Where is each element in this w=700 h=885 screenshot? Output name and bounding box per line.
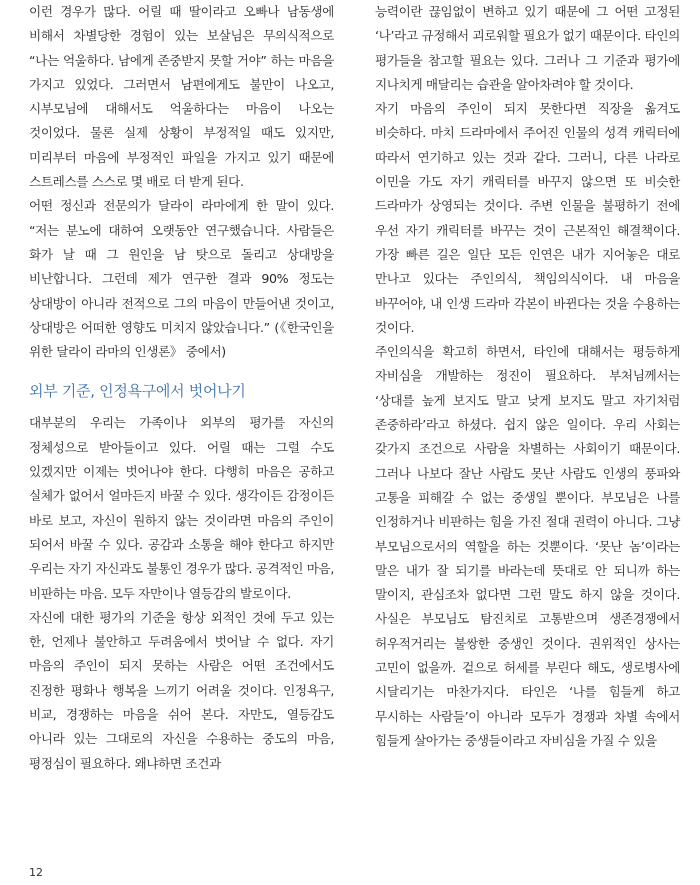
body-paragraph: 능력이란 끊임없이 변하고 있기 때문에 그 어떤 고정된 ‘나’라고 규정해서 괴로워할 필요가 없기 때문이다. 타인의 평가들을 참고할 필요는 있다. 그러나 그 기준과 평가에 지나치게 매달리는 습관을 알아차려야 할 것이다. [375,4,680,92]
body-paragraph: 어떤 정신과 전문의가 달라이 라마에게 한 말이 있다. “저는 분노에 대하여 오랫동안 연구했습니다. 사람들은 화가 날 때 그 원인을 남 탓으로 돌리고 상대방을 비난합니다. 그런데 제가 연구한 결과 90% 정도는 상대방이 아니라 전적으로 그의 마음이 만들어낸 것이고, 상대방은 어떠한 영향도 미치지 않았습니다.” (《한국인을 위한 달라이 라마의 인생론》 중에서) [29,198,334,360]
left-column [29,0,334,776]
body-paragraph: 자신에 대한 평가의 기준을 항상 외적인 것에 두고 있는 한, 언제나 불안하고 두려움에서 벗어날 수 없다. 자기 마음의 주인이 되지 못하는 사람은 어떤 조건에서도 진정한 평화나 행복을 느끼기 어려울 것이다. 인정욕구, 비교, 경쟁하는 마음을 쉬어 본다. 자만도, 열등감도 아니라 있는 그대로의 자신을 수용하는 중도의 마음, 평정심이 필요하다. 왜냐하면 조건과 [29,609,334,771]
section-heading: 외부 기준, 인정욕구에서 벗어나기 [29,382,246,401]
page-number: 12 [29,866,43,879]
body-paragraph: 주인의식을 확고히 하면서, 타인에 대해서는 평등하게 자비심을 개발하는 정진이 필요하다. 부처님께서는 ‘상대를 높게 보지도 말고 낮게 보지도 말고 자기처럼 존중하라’라고 하셨다. 쉽지 않은 일이다. 우리 사회는 갖가지 조건으로 사람을 차별하는 사회이기 때문이다. 그러나 나보다 잘난 사람도 못난 사람도 인생의 풍파와 고통을 피해갈 수 없는 중생일 뿐이다. 부모님은 나를 인정하거나 비판하는 힘을 가진 절대 권력이 아니다. 그냥 부모님으로서의 역할을 하는 것뿐이다. ‘못난 놈’이라는 말은 내가 잘 되기를 바라는데 뜻대로 안 되니까 하는 말이지, 관심조차 없다면 그런 말도 하지 않을 것이다. 사실은 부모님도 탐진치로 고통받으며 생존경쟁에서 허우적거리는 불쌍한 중생인 것이다. 권위적인 상사는 고민이 없을까. 겉으로 허세를 부린다 해도, 생로병사에 시달리기는 마찬가지다. 타인은 ‘나를 힘들게 하고 무시하는 사람들’이 아니라 모두가 경쟁과 차별 속에서 힘들게 살아가는 중생들이라고 자비심을 가질 수 있을 [375,344,680,748]
body-paragraph: 대부분의 우리는 가족이나 외부의 평가를 자신의 정체성으로 받아들이고 있다. 어릴 때는 그럴 수도 있겠지만 이제는 벗어나야 한다. 다행히 마음은 공하고 실체가 없어서 얼마든지 바꿀 수 있다. 생각이든 감정이든 바로 보고, 자신이 원하지 않는 것이라면 마음의 주인이 되어서 바꿀 수 있다. 공감과 소통을 해야 한다고 하지만 우리는 자기 자신과도 불통인 경우가 많다. 공격적인 마음, 비판하는 마음. 모두 자만이나 열등감의 발로이다. [29,415,334,601]
right-column [375,0,680,753]
body-paragraph: 이런 경우가 많다. 어릴 때 딸이라고 오빠나 남동생에 비해서 차별당한 경험이 있는 보살님은 무의식적으로 “나는 억울하다. 남에게 존중받지 못할 거야” 하는 마음을 가지고 있었다. 그러면서 남편에게도 불만이 나오고, 시부모님에 대해서도 억울하다는 마음이 나오는 것이었다. 물론 실제 상황이 부정적일 때도 있지만, 미리부터 마음에 부정적인 파일을 가지고 있기 때문에 스트레스를 스스로 몇 배로 더 받게 된다. [29,4,334,190]
body-paragraph: 자기 마음의 주인이 되지 못한다면 직장을 옮겨도 비슷하다. 마치 드라마에서 주어진 인물의 성격 캐릭터에 따라서 연기하고 있는 것과 같다. 그러니, 다른 나라로 이민을 가도 자기 캐릭터를 바꾸지 않으면 또 비슷한 드라마가 상영되는 것이다. 주변 인물을 불평하기 전에 우선 자기 캐릭터를 바꾸는 것이 근본적인 해결책이다. 가장 빠른 길은 일단 모든 인연은 내가 지어놓은 대로 만나고 있다는 주인의식, 책임의식이다. 내 마음을 바꾸어야, 내 인생 드라마 각본이 바뀐다는 것을 수용하는 것이다. [375,101,680,335]
